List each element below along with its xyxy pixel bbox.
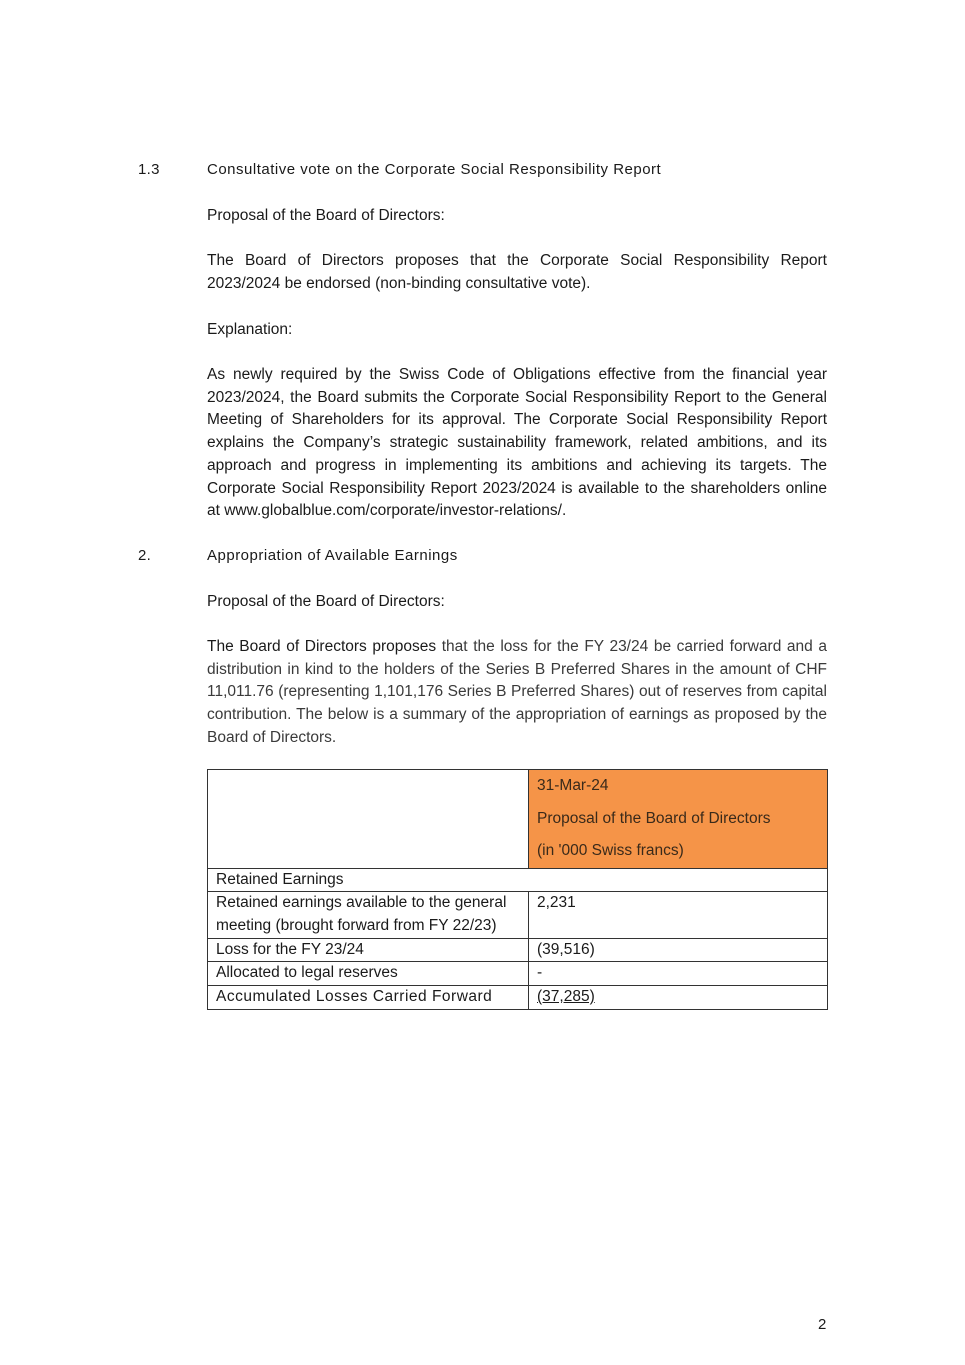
table-section-row — [208, 868, 828, 892]
proposal-label: Proposal of the Board of Directors: — [207, 207, 445, 224]
table-header-row — [208, 770, 828, 869]
proposal-text-part: that the loss for the FY 23/24 be carried forward and a distribution in kind to the holders of the Series B Preferred Shares in the amount of CHF 11,011.76 (representing 1,101,176 Series B Preferred Shares) out of reserves from capital contribution — [207, 638, 827, 724]
row-value: (39,516) — [529, 938, 828, 962]
section-title: Consultative vote on the Corporate Social Responsibility Report — [207, 161, 662, 178]
appropriation-table — [207, 769, 828, 1010]
table-row — [208, 892, 828, 938]
proposal-label: Proposal of the Board of Directors: — [207, 593, 445, 610]
proposal-text-part: . The below is a summary of the appropriation of earnings as proposed by the Board of Directors. — [207, 706, 827, 746]
row-value: - — [529, 962, 828, 986]
table-row — [208, 938, 828, 962]
proposal-text: The Board of Directors proposes that the Corporate Social Responsibility Report 2023/2024 be endorsed (non-binding consultative vote). — [207, 252, 827, 292]
row-value: 2,231 — [529, 892, 828, 938]
total-value: (37,285) — [537, 988, 595, 1006]
proposal-text-part: The Board of Directors proposes — [207, 638, 437, 655]
explanation-label: Explanation: — [207, 321, 293, 338]
table-row — [208, 986, 828, 1010]
row-label: Allocated to legal reserves — [208, 962, 529, 986]
table-row — [208, 962, 828, 986]
row-label: Accumulated Losses Carried Forward — [208, 986, 529, 1010]
section-title: Appropriation of Available Earnings — [207, 547, 458, 564]
section-number: 2. — [138, 547, 152, 564]
section-label-cell: Retained Earnings — [208, 868, 828, 892]
row-label: Loss for the FY 23/24 — [208, 938, 529, 962]
header-empty-cell — [208, 770, 529, 869]
proposal-text — [207, 636, 827, 750]
header-title: Proposal of the Board of Directors — [537, 809, 771, 827]
header-unit: (in '000 Swiss francs) — [537, 842, 684, 859]
page-number: 2 — [818, 1316, 827, 1333]
header-cell — [529, 770, 828, 869]
header-date: 31-Mar-24 — [537, 777, 609, 794]
explanation-text: As newly required by the Swiss Code of Obligations effective from the financial year 2023/2024, the Board submits the Corporate Social Responsibility Report to the General Meeting of Shareholders for its approval. The Corporate Social Responsibility Report explains the Company’s strategic sustainability framework, related ambitions, and its approach and progress in implementing its ambitions and achieving its targets. The Corporate Social Responsibility Report 2023/2024 is available to the shareholders online at www.globalblue.com/corporate/investor-relations/. — [207, 366, 827, 520]
row-label: Retained earnings available to the general meeting (brought forward from FY 22/23) — [208, 892, 529, 938]
section-number: 1.3 — [138, 161, 160, 178]
row-value — [529, 986, 828, 1010]
